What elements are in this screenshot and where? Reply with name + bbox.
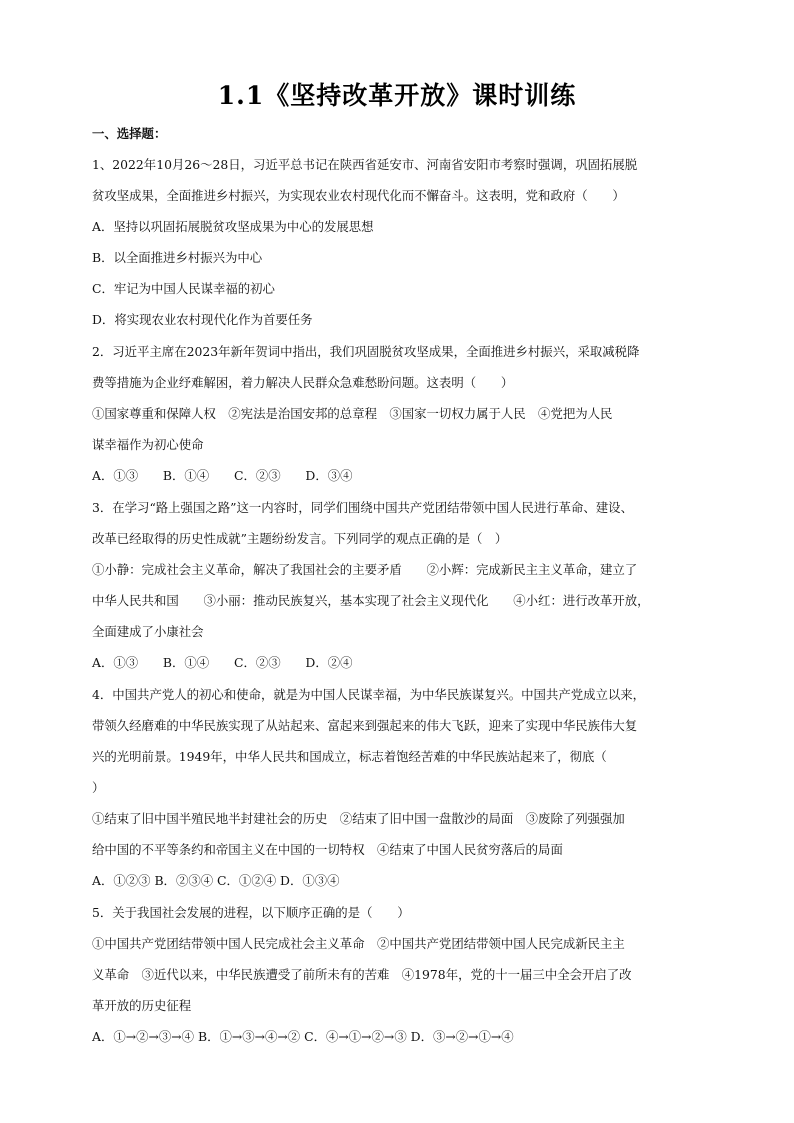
q4-stem-line-3: 兴的光明前景。1949年，中华人民共和国成立，标志着饱经苦难的中华民族站起来了，彻底（ xyxy=(92,749,607,764)
q2-statement-line-1: ①国家尊重和保障人权 ②宪法是治国安邦的总章程 ③国家一切权力属于人民 ④党把为人民 xyxy=(92,406,613,421)
q5-statement-line-3: 革开放的历史征程 xyxy=(92,998,192,1013)
q5-stem-line-1: 5．关于我国社会发展的进程，以下顺序正确的是（ ） xyxy=(92,905,410,920)
q1-option-b: B．以全面推进乡村振兴为中心 xyxy=(92,250,263,265)
q1-option-c: C．牢记为中国人民谋幸福的初心 xyxy=(92,281,275,296)
q5-statement-line-1: ①中国共产党团结带领中国人民完成社会主义革命 ②中国共产党团结带领中国人民完成新民主主 xyxy=(92,936,625,951)
q2-stem-line-2: 费等措施为企业纾难解困，着力解决人民群众急难愁盼问题。这表明（ ） xyxy=(92,375,514,390)
q3-statement-line-2: 中华人民共和国 ③小丽：推动民族复兴，基本实现了社会主义现代化 ④小红：进行改革开放， xyxy=(92,593,650,608)
q5-statement-line-2: 义革命 ③近代以来，中华民族遭受了前所未有的苦难 ④1978年，党的十一届三中全会开启了改 xyxy=(92,967,632,982)
q1-option-a: A．坚持以巩固拓展脱贫攻坚成果为中心的发展思想 xyxy=(92,219,374,234)
q4-stem-line-4: ） xyxy=(92,780,105,795)
q2-stem-line-1: 2．习近平主席在2023年新年贺词中指出，我们巩固脱贫攻坚成果，全面推进乡村振兴，采取减税降 xyxy=(92,344,640,359)
q3-stem-line-2: 改革已经取得的历史性成就”主题纷纷发言。下列同学的观点正确的是（ ） xyxy=(92,531,508,546)
q1-stem-line-1: 1、2022年10月26～28日，习近平总书记在陕西省延安市、河南省安阳市考察时强调，巩固拓展脱 xyxy=(92,157,638,172)
q5-answer-options: A．①→②→③→④ B．①→③→④→② C．④→①→②→③ D．③→②→①→④ xyxy=(92,1029,514,1044)
q4-statement-line-2: 给中国的不平等条约和帝国主义在中国的一切特权 ④结束了中国人民贫穷落后的局面 xyxy=(92,842,563,857)
q3-statement-line-1: ①小静：完成社会主义革命，解决了我国社会的主要矛盾 ②小辉：完成新民主主义革命，建立了 xyxy=(92,562,638,577)
q4-stem-line-1: 4．中国共产党人的初心和使命，就是为中国人民谋幸福，为中华民族谋复兴。中国共产党成立以来， xyxy=(92,687,646,702)
q4-stem-line-2: 带领久经磨难的中华民族实现了从站起来、富起来到强起来的伟大飞跃，迎来了实现中华民族伟大复 xyxy=(92,718,638,733)
q3-statement-line-3: 全面建成了小康社会 xyxy=(92,624,204,639)
q2-statement-line-2: 谋幸福作为初心使命 xyxy=(92,437,204,452)
q4-statement-line-1: ①结束了旧中国半殖民地半封建社会的历史 ②结束了旧中国一盘散沙的局面 ③废除了列强强加 xyxy=(92,811,625,826)
q2-answer-options: A．①③ B．①④ C．②③ D．③④ xyxy=(92,468,353,483)
document-title: 1.1《坚持改革开放》课时训练 xyxy=(217,81,577,110)
q3-stem-line-1: 3．在学习“路上强国之路”这一内容时，同学们围绕中国共产党团结带领中国人民进行革命、建设、 xyxy=(92,500,633,515)
q1-option-d: D．将实现农业农村现代化作为首要任务 xyxy=(92,312,313,327)
q4-answer-options: A．①②③ B．②③④ C．①②④ D．①③④ xyxy=(92,873,340,888)
q1-stem-line-2: 贫攻坚成果，全面推进乡村振兴，为实现农业农村现代化而不懈奋斗。这表明，党和政府（ ） xyxy=(92,188,625,203)
q3-answer-options: A．①③ B．①④ C．②③ D．②④ xyxy=(92,655,353,670)
section-heading: 一、选择题： xyxy=(92,126,167,141)
